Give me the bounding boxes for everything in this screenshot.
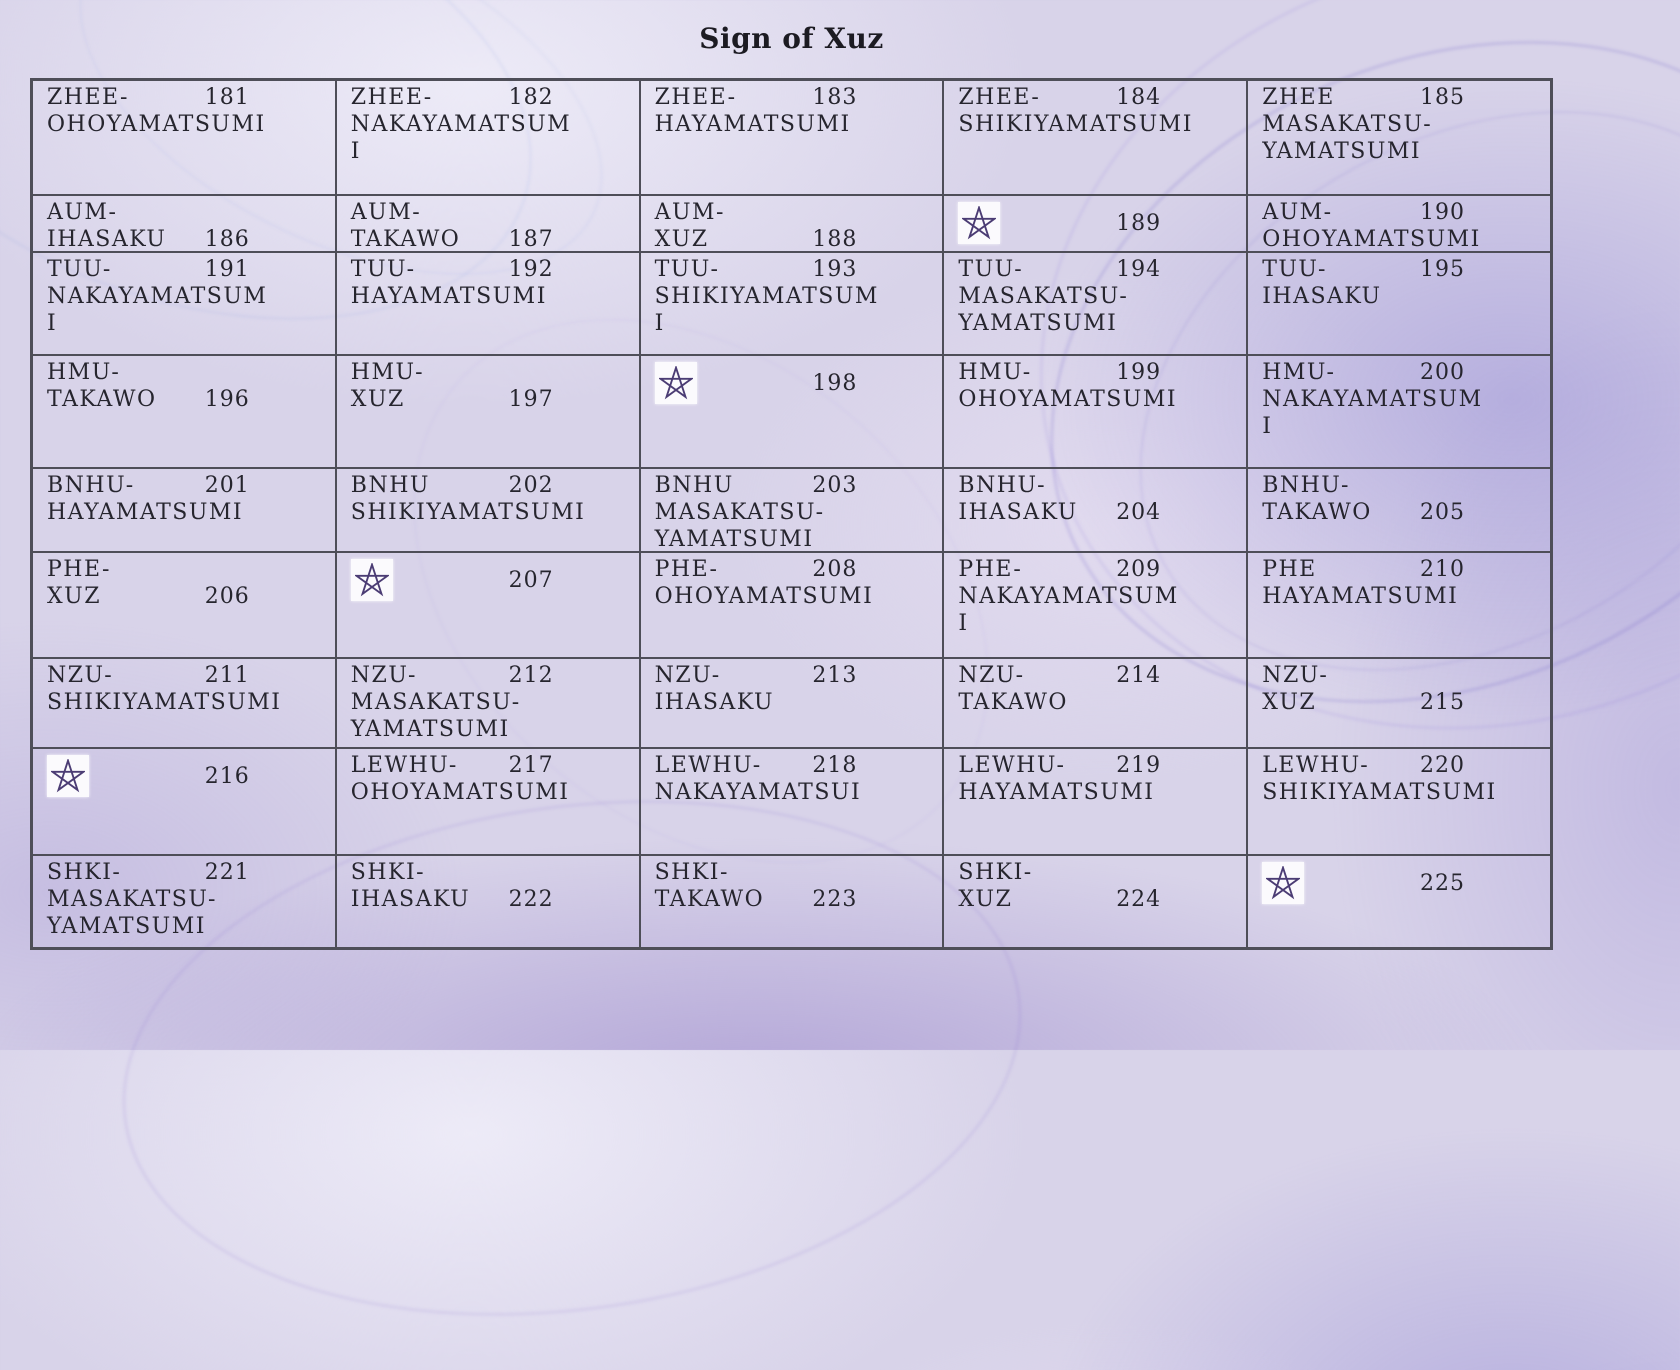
cell-text: HAYAMATSUMI	[47, 500, 244, 525]
cell-number: 210	[1419, 557, 1465, 582]
cell-text: NAKAYAMATSUM	[958, 584, 1179, 609]
table-cell	[1248, 749, 1550, 854]
table-cell	[337, 196, 641, 251]
cell-text: LEWHU-	[654, 753, 762, 778]
cell-text: BNHU	[350, 473, 430, 498]
cell-number: 217	[508, 753, 554, 778]
table-cell	[33, 749, 337, 854]
cell-number: 206	[204, 584, 250, 609]
cell-text: XUZ	[958, 887, 1013, 912]
cell-number: 220	[1419, 753, 1465, 778]
cell-number: 182	[508, 85, 554, 110]
cell-text: SHKI-	[47, 860, 122, 885]
cell-text: IHASAKU	[350, 887, 471, 912]
cell-text: NZU-	[654, 663, 721, 688]
pentagram-icon	[655, 362, 697, 404]
cell-text: SHIKIYAMATSUMI	[47, 690, 282, 715]
table-cell	[944, 856, 1248, 947]
table-row	[33, 356, 1550, 469]
table-cell	[33, 553, 337, 657]
pentagram-icon	[47, 755, 89, 797]
cell-text: SHKI-	[654, 860, 729, 885]
cell-text: LEWHU-	[350, 753, 458, 778]
cell-text: BNHU-	[1262, 473, 1350, 498]
cell-text: OHOYAMATSUMI	[350, 780, 570, 805]
cell-text: TUU-	[958, 257, 1024, 282]
cell-text: BNHU-	[47, 473, 135, 498]
cell-text: MASAKATSU-	[1262, 112, 1433, 137]
cell-number: 194	[1116, 257, 1162, 282]
table-cell	[641, 253, 945, 354]
cell-number: 191	[204, 257, 250, 282]
cell-text: NZU-	[958, 663, 1025, 688]
table-cell	[337, 253, 641, 354]
cell-number: 198	[812, 370, 858, 396]
cell-text: BNHU-	[958, 473, 1047, 498]
cell-text: NAKAYAMATSUM	[1262, 387, 1483, 412]
cell-text: HAYAMATSUMI	[1262, 584, 1459, 609]
cell-number: 204	[1116, 500, 1162, 525]
cell-text: PHE-	[958, 557, 1023, 582]
cell-text: AUM-	[350, 200, 422, 225]
table-row	[33, 553, 1550, 659]
cell-text: HMU-	[350, 360, 425, 385]
cell-text: TUU-	[654, 257, 720, 282]
cell-number: 209	[1116, 557, 1162, 582]
cell-text: I	[47, 311, 58, 336]
cell-text: IHASAKU	[654, 690, 775, 715]
cell-text: NZU-	[47, 663, 114, 688]
cell-text: HAYAMATSUMI	[654, 112, 851, 137]
cell-text: ZHEE-	[958, 85, 1041, 110]
cell-text: BNHU	[654, 473, 734, 498]
cell-number: 183	[812, 85, 858, 110]
cell-number: 205	[1419, 500, 1465, 525]
cell-text: YAMATSUMI	[1262, 139, 1422, 164]
cell-number: 201	[204, 473, 250, 498]
table-cell	[641, 553, 945, 657]
cell-text: I	[350, 139, 361, 164]
pentagram-icon	[351, 559, 393, 601]
cell-text: PHE	[1262, 557, 1317, 582]
cell-text: NAKAYAMATSUM	[350, 112, 572, 137]
table-row	[33, 659, 1550, 749]
table-cell	[944, 356, 1248, 467]
cell-text: PHE-	[654, 557, 719, 582]
table-row	[33, 749, 1550, 856]
cell-number: 197	[508, 387, 554, 412]
cell-number: 207	[508, 567, 554, 593]
cell-text: ZHEE	[1262, 85, 1335, 110]
cell-text: ZHEE-	[350, 85, 433, 110]
cell-number: 222	[508, 887, 554, 912]
cell-number: 219	[1116, 753, 1162, 778]
cell-number: 221	[204, 860, 250, 885]
cell-text: TAKAWO	[1262, 500, 1372, 525]
cell-number: 195	[1419, 257, 1465, 282]
cell-text: NAKAYAMATSUI	[654, 780, 862, 805]
cell-number: 218	[812, 753, 858, 778]
cell-text: YAMATSUMI	[47, 914, 206, 939]
cell-text: LEWHU-	[1262, 753, 1370, 778]
table-cell	[33, 356, 337, 467]
cell-text: TAKAWO	[47, 387, 157, 412]
cell-text: OHOYAMATSUMI	[47, 112, 266, 137]
cell-text: OHOYAMATSUMI	[1262, 227, 1481, 251]
cell-number: 189	[1116, 210, 1162, 236]
table-cell	[33, 469, 337, 551]
cell-number: 203	[812, 473, 858, 498]
cell-text: XUZ	[1262, 690, 1317, 715]
table-row	[33, 196, 1550, 253]
cell-text: PHE-	[47, 557, 111, 582]
cell-number: 211	[204, 663, 250, 688]
cell-number: 188	[812, 227, 858, 251]
cell-text: AUM-	[1262, 200, 1333, 225]
cell-text: SHIKIYAMATSUMI	[1262, 780, 1497, 805]
table-cell	[33, 196, 337, 251]
table-row	[33, 253, 1550, 356]
cell-text: OHOYAMATSUMI	[958, 387, 1178, 412]
cell-number: 215	[1419, 690, 1465, 715]
cell-text: NZU-	[350, 663, 417, 688]
cell-number: 196	[204, 387, 250, 412]
table-cell	[1248, 659, 1550, 747]
cell-text: MASAKATSU-	[654, 500, 825, 525]
cell-number: 184	[1116, 85, 1162, 110]
table-cell	[337, 749, 641, 854]
table-row	[33, 856, 1550, 947]
cell-text: I	[958, 611, 969, 636]
cell-text: XUZ	[350, 387, 405, 412]
cell-number: 187	[508, 227, 554, 251]
cell-number: 213	[812, 663, 858, 688]
cell-text: SHKI-	[958, 860, 1033, 885]
cell-text: YAMATSUMI	[958, 311, 1118, 336]
table-cell	[1248, 856, 1550, 947]
cell-number: 216	[204, 763, 250, 789]
table-cell	[33, 81, 337, 194]
table-cell	[33, 659, 337, 747]
cell-text: NZU-	[1262, 663, 1329, 688]
table-cell	[944, 469, 1248, 551]
table-row	[33, 469, 1550, 553]
table-cell	[641, 469, 945, 551]
cell-number: 192	[508, 257, 554, 282]
cell-text: TAKAWO	[654, 887, 765, 912]
cell-text: HAYAMATSUMI	[958, 780, 1155, 805]
table-cell	[944, 553, 1248, 657]
cell-text: IHASAKU	[47, 227, 167, 251]
table-cell	[33, 253, 337, 354]
pentagram-icon	[958, 202, 1000, 244]
cell-text: SHIKIYAMATSUM	[654, 284, 879, 309]
table-cell	[337, 856, 641, 947]
pentagram-icon	[1262, 862, 1304, 904]
cell-text: NAKAYAMATSUM	[47, 284, 268, 309]
table-cell	[337, 659, 641, 747]
cell-text: OHOYAMATSUMI	[654, 584, 874, 609]
table-cell	[1248, 81, 1550, 194]
cell-text: TAKAWO	[350, 227, 461, 251]
cell-text: IHASAKU	[1262, 284, 1382, 309]
cell-number: 212	[508, 663, 554, 688]
cell-number: 225	[1419, 870, 1465, 896]
cell-text: HAYAMATSUMI	[350, 284, 547, 309]
cell-text: SHIKIYAMATSUMI	[350, 500, 586, 525]
cell-text: HMU-	[1262, 360, 1336, 385]
cell-text: HMU-	[47, 360, 121, 385]
table-cell	[337, 553, 641, 657]
table-cell	[641, 856, 945, 947]
cell-text: YAMATSUMI	[654, 527, 814, 551]
cell-text: I	[1262, 414, 1273, 439]
table-cell	[641, 659, 945, 747]
cell-text: XUZ	[654, 227, 709, 251]
table-cell	[641, 81, 945, 194]
cell-text: TAKAWO	[958, 690, 1068, 715]
table-cell	[33, 856, 337, 947]
table-cell	[1248, 553, 1550, 657]
cell-number: 186	[204, 227, 250, 251]
cell-text: ZHEE-	[47, 85, 129, 110]
cell-number: 214	[1116, 663, 1162, 688]
cell-text: YAMATSUMI	[350, 717, 510, 742]
cell-text: TUU-	[1262, 257, 1327, 282]
table-cell	[1248, 356, 1550, 467]
cell-text: MASAKATSU-	[350, 690, 521, 715]
table-cell	[944, 253, 1248, 354]
cell-text: SHIKIYAMATSUMI	[958, 112, 1193, 137]
cell-number: 190	[1419, 200, 1465, 225]
table-cell	[944, 749, 1248, 854]
cell-number: 200	[1419, 360, 1465, 385]
page-title: Sign of Xuz	[699, 22, 884, 55]
cell-text: LEWHU-	[958, 753, 1066, 778]
cell-number: 224	[1116, 887, 1162, 912]
table-cell	[337, 469, 641, 551]
cell-number: 185	[1419, 85, 1465, 110]
cell-number: 181	[204, 85, 250, 110]
cell-text: AUM-	[654, 200, 725, 225]
sign-table	[30, 78, 1553, 950]
table-row	[33, 81, 1550, 196]
cell-text: HMU-	[958, 360, 1032, 385]
table-cell	[641, 749, 945, 854]
cell-number: 199	[1116, 360, 1162, 385]
cell-number: 202	[508, 473, 554, 498]
cell-number: 223	[812, 887, 858, 912]
cell-text: TUU-	[47, 257, 112, 282]
table-cell	[641, 196, 945, 251]
table-cell	[337, 356, 641, 467]
table-cell	[1248, 196, 1550, 251]
table-cell	[641, 356, 945, 467]
cell-number: 193	[812, 257, 858, 282]
table-cell	[337, 81, 641, 194]
cell-text: SHKI-	[350, 860, 426, 885]
cell-text: TUU-	[350, 257, 416, 282]
table-cell	[944, 659, 1248, 747]
cell-number: 208	[812, 557, 858, 582]
cell-text: MASAKATSU-	[47, 887, 217, 912]
cell-text: ZHEE-	[654, 85, 737, 110]
cell-text: MASAKATSU-	[958, 284, 1129, 309]
table-cell	[1248, 253, 1550, 354]
table-cell	[1248, 469, 1550, 551]
cell-text: I	[654, 311, 665, 336]
cell-text: XUZ	[47, 584, 101, 609]
cell-text: IHASAKU	[958, 500, 1078, 525]
table-cell	[944, 81, 1248, 194]
table-cell	[944, 196, 1248, 251]
cell-text: AUM-	[47, 200, 118, 225]
